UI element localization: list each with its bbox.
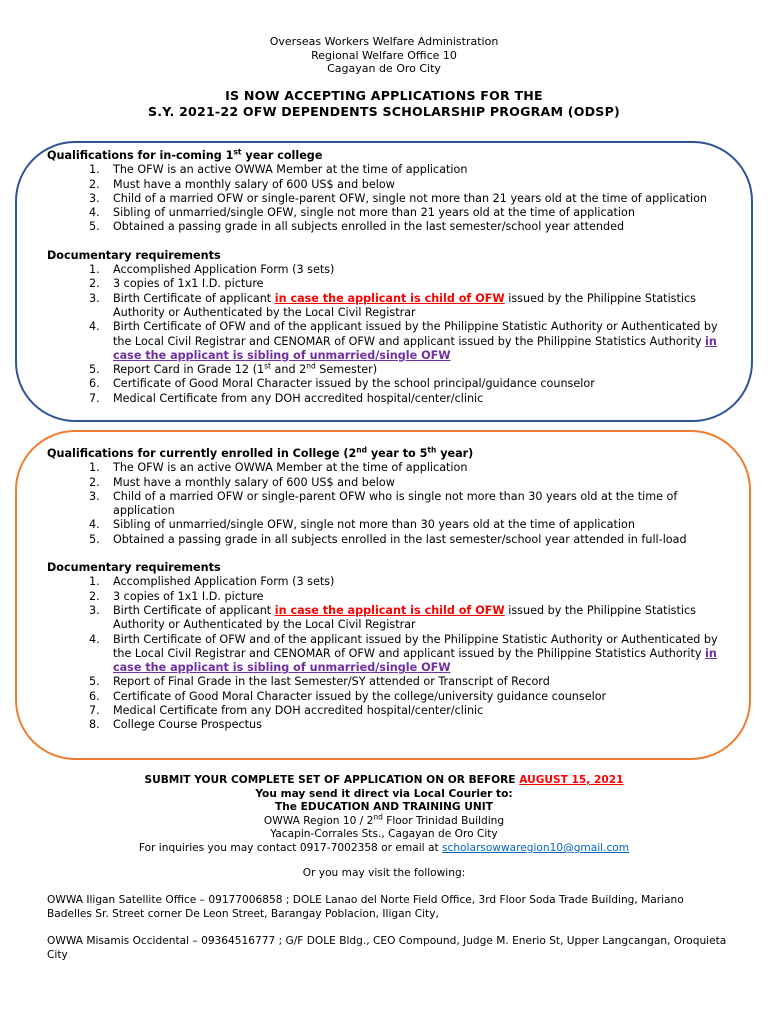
iligan-office-address: OWWA Iligan Satellite Office – 09177006858 ; DOLE Lanao del Norte Field Office, 3rd Floor Soda Trade Building, Mariano Badelles Sr. Street corner De Leon Street, Barangay Poblacion, Iligan City, xyxy=(47,894,684,920)
courier-line: You may send it direct via Local Courier to: xyxy=(255,787,513,800)
list-item: 1. Accomplished Application Form (3 sets) xyxy=(89,575,335,589)
office-name: Regional Welfare Office 10 xyxy=(311,48,457,62)
inquiry-line: For inquiries you may contact 0917-7002358 or email at scholarsowwaregion10@gmail.com xyxy=(138,841,630,854)
list-item: 3. Birth Certificate of applicant in case the applicant is child of OFW issued by the Philippine Statistics Authority or Authenticated by the Local Civil Registrar xyxy=(89,603,696,632)
list-item: 5. Obtained a passing grade in all subjects enrolled in the last semester/school year attended in full-load xyxy=(89,532,687,546)
list-item: 4. Birth Certificate of OFW and of the applicant issued by the Philippine Statistic Authority or Authenticated by the Local Civil Registrar and CENOMAR of OFW and applicant issued by the Philippine Statistics Authority in case the applicant is sibling of unmarried/single OFW xyxy=(89,320,718,362)
requirements-list xyxy=(47,575,727,732)
list-item: 4. Sibling of unmarried/single OFW, single not more than 21 years old at the time of application xyxy=(89,206,635,220)
list-item: 4. Birth Certificate of OFW and of the applicant issued by the Philippine Statistic Authority or Authenticated by the Local Civil Registrar and CENOMAR of OFW and applicant issued by the Philippine Statistics Authority in case the applicant is sibling of unmarried/single OFW xyxy=(89,632,718,675)
org-name: Overseas Workers Welfare Administration xyxy=(269,35,499,48)
visit-line: Or you may visit the following: xyxy=(302,867,466,879)
list-item: 5. Report of Final Grade in the last Semester/SY attended or Transcript of Record xyxy=(89,675,550,689)
unit-address-2: Yacapin-Corrales Sts., Cagayan de Oro City xyxy=(270,828,498,841)
list-item: 7. Medical Certificate from any DOH accredited hospital/center/clinic xyxy=(89,704,484,718)
qualifications-list xyxy=(47,163,727,234)
unit-address-1: OWWA Region 10 / 2nd Floor Trinidad Building xyxy=(263,812,505,827)
documentary-requirements-heading: Documentary requirements xyxy=(47,248,221,262)
documentary-requirements-heading: Documentary requirements xyxy=(47,561,221,575)
currently-enrolled-section xyxy=(47,447,727,733)
list-item: 2. Must have a monthly salary of 600 US$ and below xyxy=(89,475,395,489)
list-item: 2. Must have a monthly salary of 600 US$ and below xyxy=(89,177,395,191)
submission-info xyxy=(0,774,768,856)
unit-name: The EDUCATION AND TRAINING UNIT xyxy=(275,801,493,814)
list-item: 1. Accomplished Application Form (3 sets) xyxy=(89,263,335,277)
list-item: 6. Certificate of Good Moral Character issued by the college/university guidance counselor xyxy=(89,689,607,703)
list-item: 1. The OFW is an active OWWA Member at the time of application xyxy=(89,163,468,177)
misamis-office-address: OWWA Misamis Occidental – 09364516777 ; G/F DOLE Bldg., CEO Compound, Judge M. Enerio St, Upper Langcangan, Oroquieta City xyxy=(47,935,727,961)
requirements-list xyxy=(47,263,727,406)
title-line-1: IS NOW ACCEPTING APPLICATIONS FOR THE xyxy=(225,88,543,103)
list-item: 4. Sibling of unmarried/single OFW, single not more than 30 years old at the time of application xyxy=(89,518,635,532)
list-item: 2. 3 copies of 1x1 I.D. picture xyxy=(89,589,264,603)
qualifications-list xyxy=(47,461,727,547)
list-item: 2. 3 copies of 1x1 I.D. picture xyxy=(89,277,264,291)
list-item: 6. Certificate of Good Moral Character issued by the school principal/guidance counselor xyxy=(89,377,595,391)
list-item: 3. Child of a married OFW or single-parent OFW, single not more than 21 years old at the time of application xyxy=(89,191,708,205)
child-of-ofw-note: in case the applicant is child of OFW xyxy=(274,603,505,617)
office-city: Cagayan de Oro City xyxy=(327,62,441,75)
incoming-freshmen-section xyxy=(47,149,727,406)
child-of-ofw-note: in case the applicant is child of OFW xyxy=(274,291,505,305)
list-item: 5. Report Card in Grade 12 (1st and 2nd Semester) xyxy=(89,361,378,377)
deadline-line: SUBMIT YOUR COMPLETE SET OF APPLICATION ON OR BEFORE AUGUST 15, 2021 xyxy=(144,774,624,786)
list-item: 3. Birth Certificate of applicant in case the applicant is child of OFW issued by the Philippine Statistics Authority or Authenticated by the Local Civil Registrar xyxy=(89,291,696,319)
sibling-of-ofw-note: in case the applicant is sibling of unmarried/single OFW xyxy=(113,334,717,362)
qualifications-heading: Qualifications for currently enrolled in College (2nd year to 5th year) xyxy=(47,445,474,460)
list-item: 7. Medical Certificate from any DOH accredited hospital/center/clinic xyxy=(89,391,484,405)
list-item: 8. College Course Prospectus xyxy=(89,718,262,732)
letterhead xyxy=(0,35,768,76)
page-title xyxy=(0,88,768,119)
title-line-2: S.Y. 2021-22 OFW DEPENDENTS SCHOLARSHIP PROGRAM (ODSP) xyxy=(148,103,620,119)
email-link[interactable]: scholarsowwaregion10@gmail.com xyxy=(441,841,630,854)
deadline-date: AUGUST 15, 2021 xyxy=(519,774,624,786)
list-item: 5. Obtained a passing grade in all subjects enrolled in the last semester/school year attended xyxy=(89,220,625,234)
sibling-of-ofw-note: in case the applicant is sibling of unmarried/single OFW xyxy=(113,646,717,675)
list-item: 1. The OFW is an active OWWA Member at the time of application xyxy=(89,461,468,475)
list-item: 3. Child of a married OFW or single-parent OFW who is single not more than 30 years old at the time of application xyxy=(89,489,678,518)
qualifications-heading: Qualifications for in-coming 1st year college xyxy=(47,147,323,162)
